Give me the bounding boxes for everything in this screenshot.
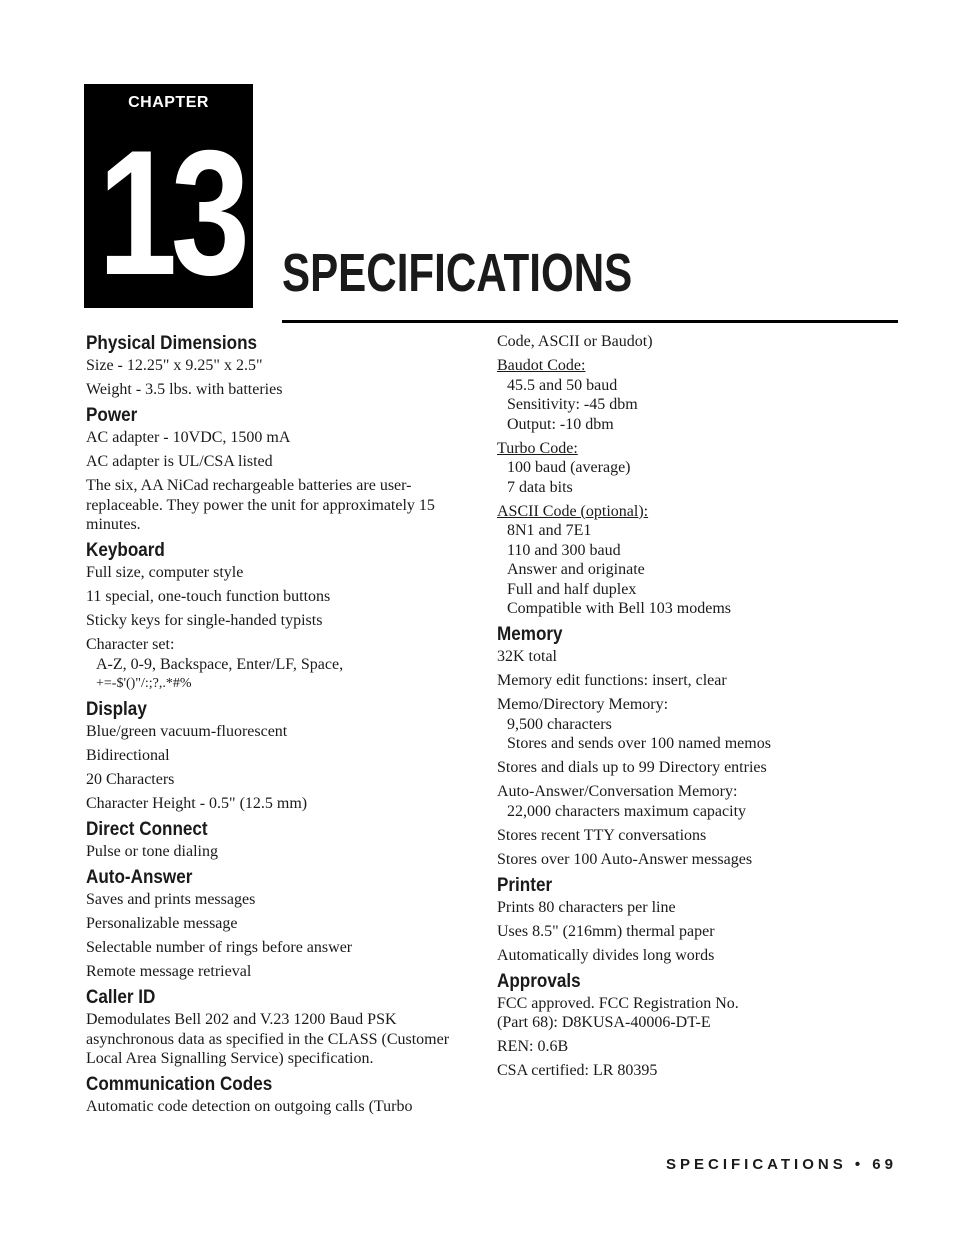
section-heading-physical: Physical Dimensions — [86, 333, 258, 354]
spec-weight: Weight - 3.5 lbs. with batteries — [86, 381, 283, 398]
page-title: SPECIFICATIONS — [282, 243, 633, 303]
page-footer: SPECIFICATIONS • 69 — [665, 1156, 897, 1173]
spec-adapter-listed: AC adapter is UL/CSA listed — [86, 453, 273, 470]
title-divider — [282, 320, 898, 323]
spec-adapter: AC adapter - 10VDC, 1500 mA — [86, 429, 291, 446]
section-heading-display: Display — [86, 699, 147, 720]
turbo-label: Turbo Code: — [497, 439, 578, 457]
fcc-line-1: FCC approved. FCC Registration No. — [497, 994, 739, 1012]
charset-line-2: +=-$'()"/:;?,.*#% — [96, 676, 192, 691]
spec-comm-codes-cont: Code, ASCII or Baudot) — [497, 333, 653, 350]
spec-charset — [86, 635, 486, 694]
spec-aa-saves: Saves and prints messages — [86, 891, 256, 908]
baudot-label: Baudot Code: — [497, 357, 586, 374]
chapter-number: 13 — [98, 113, 244, 312]
spec-display-height: Character Height - 0.5" (12.5 mm) — [86, 795, 308, 812]
section-heading-auto-answer: Auto-Answer — [86, 867, 193, 888]
aa-memory-label: Auto-Answer/Conversation Memory: — [497, 783, 738, 800]
spec-printer-divides: Automatically divides long words — [497, 946, 715, 964]
spec-dialing: Pulse or tone dialing — [86, 843, 218, 860]
section-heading-approvals: Approvals — [497, 970, 581, 992]
spec-memory-recent: Stores recent TTY conversations — [497, 826, 707, 844]
spec-batteries: The six, AA NiCad rechargeable batteries are user-replaceable. They power the unit for approximately 15 minutes. — [86, 477, 435, 533]
spec-aa-remote: Remote message retrieval — [86, 963, 252, 980]
spec-comm-codes: Automatic code detection on outgoing calls (Turbo — [86, 1098, 413, 1115]
spec-keyboard-style: Full size, computer style — [86, 564, 244, 581]
spec-aa-rings: Selectable number of rings before answer — [86, 939, 353, 956]
section-heading-memory: Memory — [497, 624, 563, 645]
charset-label: Character set: — [86, 636, 175, 653]
spec-turbo — [497, 439, 897, 498]
spec-memo-directory — [497, 695, 897, 754]
right-column — [497, 332, 897, 1085]
spec-printer-chars: Prints 80 characters per line — [497, 898, 676, 916]
spec-printer-paper: Uses 8.5" (216mm) thermal paper — [497, 922, 715, 940]
left-column — [86, 332, 486, 1121]
spec-display-type: Blue/green vacuum-fluorescent — [86, 723, 288, 740]
spec-baudot — [497, 356, 897, 434]
spec-ren: REN: 0.6B — [497, 1038, 569, 1055]
section-heading-keyboard: Keyboard — [86, 540, 165, 561]
spec-memory-over100: Stores over 100 Auto-Answer messages — [497, 850, 753, 868]
memo-line-1: 9,500 characters — [507, 715, 612, 733]
section-heading-comm-codes: Communication Codes — [86, 1074, 273, 1095]
turbo-line-1: 100 baud (average) — [507, 459, 631, 476]
chapter-box — [84, 84, 253, 312]
spec-memory-edit: Memory edit functions: insert, clear — [497, 672, 727, 689]
memo-label: Memo/Directory Memory: — [497, 696, 669, 713]
section-heading-direct-connect: Direct Connect — [86, 819, 208, 840]
spec-size: Size - 12.25" x 9.25" x 2.5" — [86, 357, 263, 374]
fcc-line-2: (Part 68): D8KUSA-40006-DT-E — [497, 1014, 711, 1031]
baudot-line-1: 45.5 and 50 baud — [507, 376, 618, 394]
chapter-label: CHAPTER — [128, 94, 209, 111]
ascii-line-2: 110 and 300 baud — [507, 541, 621, 559]
spec-caller-id: Demodulates Bell 202 and V.23 1200 Baud PSK asynchronous data as specified in the CLASS (Customer Local Area Signalling Service) specification. — [86, 1011, 450, 1067]
baudot-line-2: Sensitivity: -45 dbm — [507, 396, 638, 413]
ascii-line-5: Compatible with Bell 103 modems — [507, 600, 731, 617]
charset-line-1: A-Z, 0-9, Backspace, Enter/LF, Space, — [96, 655, 344, 673]
spec-keyboard-buttons: 11 special, one-touch function buttons — [86, 588, 331, 605]
aa-memory-line-1: 22,000 characters maximum capacity — [507, 802, 747, 820]
baudot-line-3: Output: -10 dbm — [507, 415, 614, 433]
ascii-line-3: Answer and originate — [507, 561, 645, 578]
spec-memory-total: 32K total — [497, 648, 557, 665]
ascii-line-1: 8N1 and 7E1 — [507, 522, 592, 539]
spec-ascii — [497, 502, 897, 619]
turbo-line-2: 7 data bits — [507, 478, 573, 496]
section-heading-caller-id: Caller ID — [86, 987, 156, 1008]
spec-aa-memory — [497, 782, 897, 821]
section-heading-power: Power — [86, 405, 138, 426]
section-heading-printer: Printer — [497, 874, 553, 896]
ascii-line-4: Full and half duplex — [507, 580, 637, 598]
spec-fcc — [497, 994, 897, 1033]
spec-aa-personal: Personalizable message — [86, 915, 238, 932]
spec-csa: CSA certified: LR 80395 — [497, 1062, 658, 1079]
spec-display-chars: 20 Characters — [86, 771, 175, 788]
spec-display-bidirectional: Bidirectional — [86, 747, 170, 764]
memo-line-2: Stores and sends over 100 named memos — [507, 735, 771, 752]
ascii-label: ASCII Code (optional): — [497, 502, 649, 520]
spec-keyboard-sticky: Sticky keys for single-handed typists — [86, 612, 323, 629]
spec-memory-dials: Stores and dials up to 99 Directory entries — [497, 759, 767, 776]
